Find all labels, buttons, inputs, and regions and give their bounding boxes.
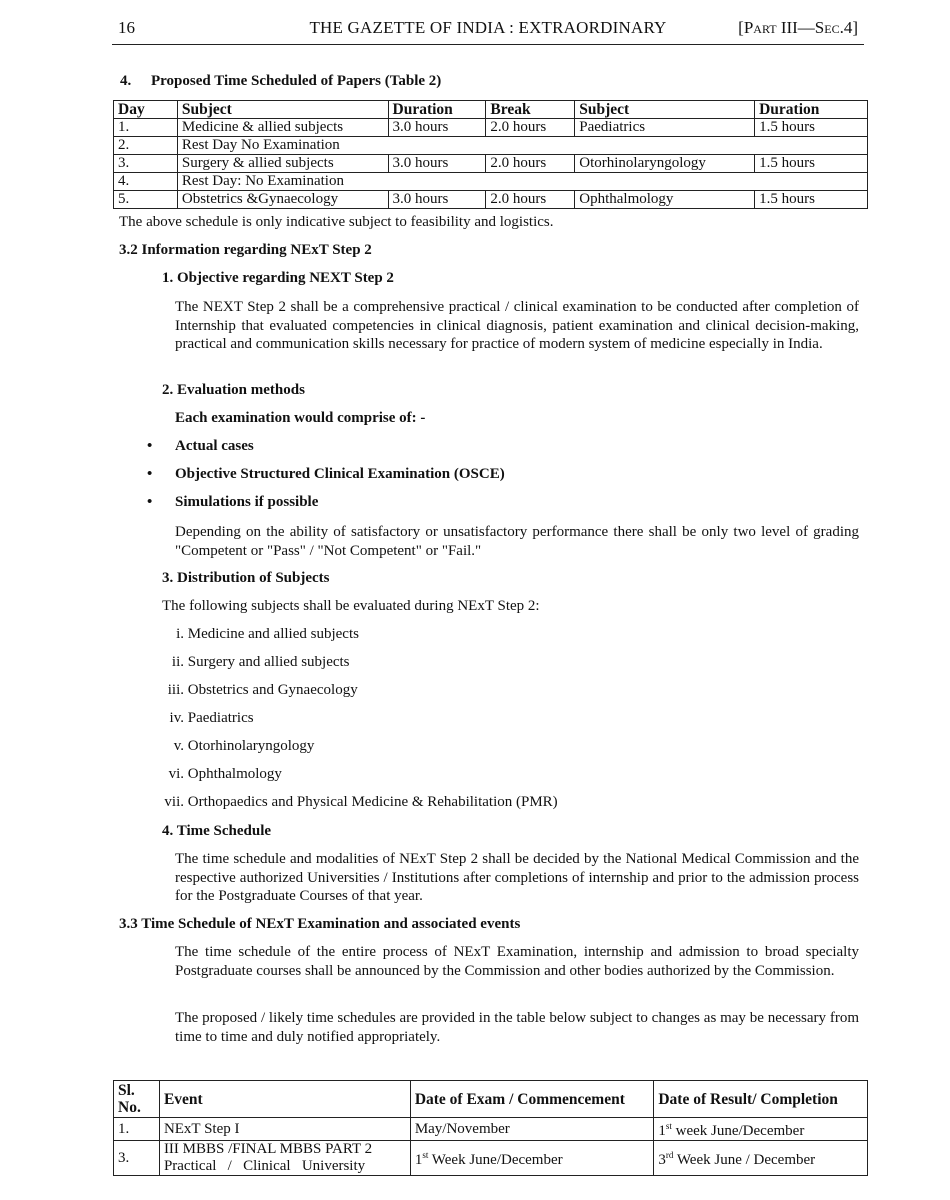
table-row xyxy=(114,1141,868,1176)
section-3-3-para1: The time schedule of the entire process of NExT Examination, internship and admission to broad specialty Postgraduate courses shall be announced by the Commission and other bodies authorized by the Commission. xyxy=(175,944,859,979)
table-row xyxy=(114,137,868,155)
page-number: 16 xyxy=(118,18,135,37)
table-row xyxy=(114,173,868,191)
col-subject-2: Subject xyxy=(575,101,755,119)
list-text: Paediatrics xyxy=(187,710,254,726)
bullet-icon: • xyxy=(147,494,153,510)
cell: Medicine & allied subjects xyxy=(177,119,388,137)
part-section: [Part III—Sec.4] xyxy=(738,18,858,37)
col-duration: Duration xyxy=(388,101,486,119)
list-text: Otorhinolaryngology xyxy=(187,738,315,754)
bullet-icon: • xyxy=(147,466,153,482)
cell: Otorhinolaryngology xyxy=(575,155,755,173)
time-schedule-heading: 4. Time Schedule xyxy=(162,823,272,839)
list-item xyxy=(147,438,254,455)
table-row xyxy=(114,155,868,173)
gazette-title: THE GAZETTE OF INDIA : EXTRAORDINARY xyxy=(309,18,667,37)
distribution-heading: 3. Distribution of Subjects xyxy=(162,570,330,586)
cell: Paediatrics xyxy=(575,119,755,137)
col-day: Day xyxy=(114,101,178,119)
list-item xyxy=(150,625,359,644)
col-subject: Subject xyxy=(177,101,388,119)
list-item xyxy=(150,793,558,812)
cell xyxy=(410,1141,654,1176)
cell: 2.0 hours xyxy=(486,191,575,209)
ordinal-suffix: st xyxy=(422,1150,429,1160)
list-item xyxy=(147,466,505,483)
list-item xyxy=(150,709,254,728)
table-row xyxy=(114,119,868,137)
ordinal-suffix: rd xyxy=(665,1150,674,1160)
cell: 4. xyxy=(114,173,178,191)
date-text: Week June / December xyxy=(673,1152,816,1168)
distribution-intro: The following subjects shall be evaluated during NExT Step 2: xyxy=(162,598,540,614)
ordinal-number: 1 xyxy=(658,1123,666,1139)
list-text: Surgery and allied subjects xyxy=(187,654,350,670)
cell xyxy=(159,1141,410,1176)
cell: Surgery & allied subjects xyxy=(177,155,388,173)
cell: 2. xyxy=(114,137,178,155)
evaluation-intro: Each examination would comprise of: - xyxy=(175,410,426,426)
list-number: vii. xyxy=(164,794,184,810)
cell: 3.0 hours xyxy=(388,191,486,209)
cell: 1.5 hours xyxy=(755,155,868,173)
col-sl-no: Sl. No. xyxy=(114,1081,160,1118)
col-event: Event xyxy=(159,1081,410,1118)
list-number: i. xyxy=(176,626,184,642)
cell: Ophthalmology xyxy=(575,191,755,209)
col-date-result: Date of Result/ Completion xyxy=(654,1081,868,1118)
schedule-note: The above schedule is only indicative subject to feasibility and logistics. xyxy=(119,214,554,230)
cell xyxy=(654,1141,868,1176)
list-text: Medicine and allied subjects xyxy=(187,626,359,642)
header-rule xyxy=(112,44,864,45)
list-text: Obstetrics and Gynaecology xyxy=(187,682,358,698)
list-number: vi. xyxy=(168,766,184,782)
bullet-text: Actual cases xyxy=(175,438,254,454)
evaluation-heading: 2. Evaluation methods xyxy=(162,382,305,398)
list-item xyxy=(150,765,282,784)
list-item xyxy=(147,494,319,511)
bullet-icon: • xyxy=(147,438,153,454)
cell: May/November xyxy=(410,1118,654,1141)
list-number: v. xyxy=(173,738,184,754)
cell: 1.5 hours xyxy=(755,191,868,209)
list-item xyxy=(150,653,350,672)
ordinal-suffix: st xyxy=(665,1121,672,1131)
objective-text: The NEXT Step 2 shall be a comprehensive practical / clinical examination to be conducted after completion of Internship that evaluated competencies in clinical diagnosis, patient examination and clinical decision-making, practical and communication skills necessary for practice of modern system of medicine especially in India. xyxy=(175,299,859,352)
grading-text: Depending on the ability of satisfactory or unsatisfactory performance there shall be only two level of grading "Competent or "Pass" / "Not Competent" or "Fail." xyxy=(175,524,859,559)
cell: 3.0 hours xyxy=(388,119,486,137)
section-3-3-heading: 3.3 Time Schedule of NExT Examination and associated events xyxy=(119,916,521,932)
section-4-number: 4. xyxy=(120,73,132,89)
cell: Rest Day No Examination xyxy=(177,137,867,155)
events-schedule-table xyxy=(113,1080,868,1176)
list-number: iv. xyxy=(169,710,184,726)
col-break: Break xyxy=(486,101,575,119)
cell: 2.0 hours xyxy=(486,119,575,137)
list-item xyxy=(150,681,358,700)
section-4-heading: Proposed Time Scheduled of Papers (Table 2) xyxy=(151,73,442,89)
table-row xyxy=(114,191,868,209)
cell xyxy=(654,1118,868,1141)
date-text: Week June/December xyxy=(428,1152,563,1168)
event-line-2: Practical / Clinical University xyxy=(163,1158,366,1174)
bullet-text: Simulations if possible xyxy=(175,494,319,510)
cell: 3.0 hours xyxy=(388,155,486,173)
list-number: ii. xyxy=(171,654,184,670)
col-duration-2: Duration xyxy=(755,101,868,119)
cell: 1.5 hours xyxy=(755,119,868,137)
page-header xyxy=(118,18,858,42)
cell: NExT Step I xyxy=(159,1118,410,1141)
section-3-2-heading: 3.2 Information regarding NExT Step 2 xyxy=(119,242,372,258)
list-text: Ophthalmology xyxy=(187,766,282,782)
cell: 3. xyxy=(114,1141,160,1176)
event-line-1: III MBBS /FINAL MBBS PART 2 xyxy=(163,1141,373,1157)
time-schedule-text: The time schedule and modalities of NExT Step 2 shall be decided by the National Medical Commission and the respective authorized Universities / Institutions after completions of internship and prior to the admission process for the Postgraduate Courses of that year. xyxy=(175,851,859,904)
col-date-exam: Date of Exam / Commencement xyxy=(410,1081,654,1118)
list-item xyxy=(150,737,314,756)
objective-heading: 1. Objective regarding NEXT Step 2 xyxy=(162,270,394,286)
cell: Rest Day: No Examination xyxy=(177,173,867,191)
ordinal-number: 3 xyxy=(658,1152,666,1168)
table-header-row xyxy=(114,101,868,119)
cell: 5. xyxy=(114,191,178,209)
section-3-3-para2: The proposed / likely time schedules are provided in the table below subject to changes as may be necessary from time to time and duly notified appropriately. xyxy=(175,1010,859,1045)
bullet-text: Objective Structured Clinical Examination (OSCE) xyxy=(175,466,505,482)
cell: 3. xyxy=(114,155,178,173)
date-text: week June/December xyxy=(671,1123,805,1139)
table-row xyxy=(114,1118,868,1141)
papers-schedule-table xyxy=(113,100,868,209)
cell: Obstetrics &Gynaecology xyxy=(177,191,388,209)
cell: 1. xyxy=(114,1118,160,1141)
list-number: iii. xyxy=(167,682,184,698)
cell: 2.0 hours xyxy=(486,155,575,173)
table-header-row xyxy=(114,1081,868,1118)
ordinal-number: 1 xyxy=(414,1152,423,1168)
list-text: Orthopaedics and Physical Medicine & Rehabilitation (PMR) xyxy=(187,794,558,810)
cell: 1. xyxy=(114,119,178,137)
